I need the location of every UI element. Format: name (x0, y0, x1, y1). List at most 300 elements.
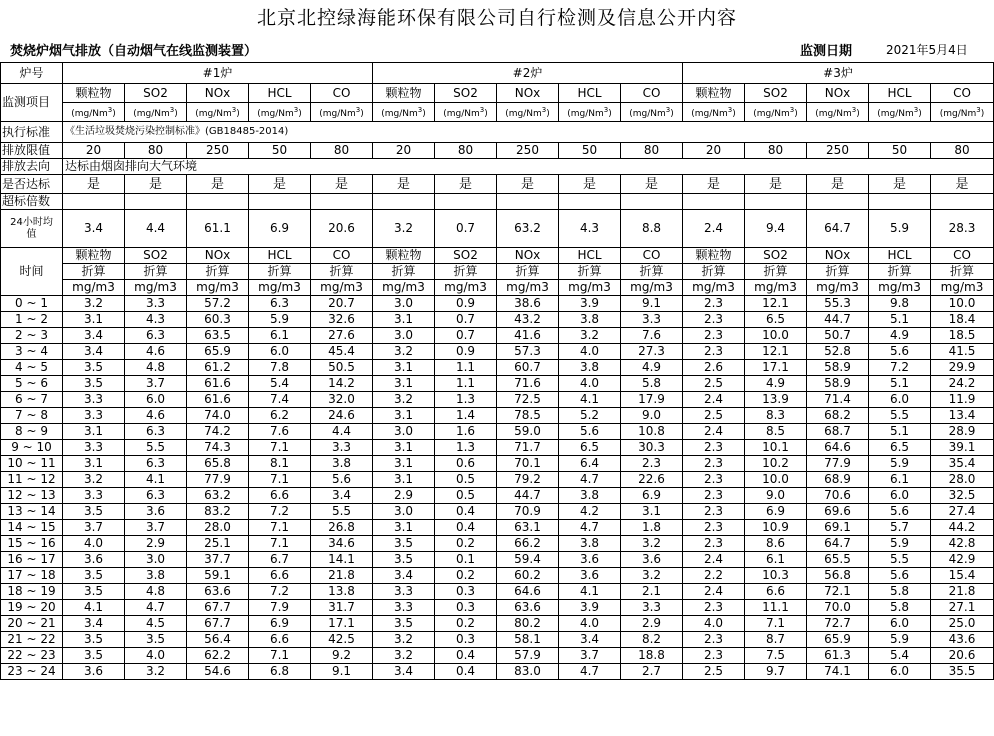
hourly-value: 2.3 (621, 456, 683, 472)
hourly-value: 71.6 (497, 376, 559, 392)
table-row (1, 424, 994, 440)
unit-cell: (mg/Nm$^3$) (311, 103, 373, 122)
hourly-value: 52.8 (807, 344, 869, 360)
pollutant-subheader: CO (621, 248, 683, 264)
pollutant-header: NOx (807, 84, 869, 103)
pollutant-header: NOx (187, 84, 249, 103)
hourly-value: 60.7 (497, 360, 559, 376)
date-label: 监测日期 (800, 44, 853, 59)
hourly-value: 6.8 (249, 664, 311, 680)
avg24-value: 28.3 (931, 210, 994, 248)
hourly-value: 3.3 (63, 392, 125, 408)
avg24-value: 64.7 (807, 210, 869, 248)
exceed-value (621, 194, 683, 210)
time-range: 10 ~ 11 (1, 456, 63, 472)
hourly-value: 3.5 (63, 360, 125, 376)
limit-value: 80 (125, 143, 187, 159)
compliant-value: 是 (559, 175, 621, 194)
hourly-value: 6.6 (249, 488, 311, 504)
pollutant-header: SO2 (125, 84, 187, 103)
hourly-value: 41.6 (497, 328, 559, 344)
exceed-value (869, 194, 931, 210)
hourly-value: 45.4 (311, 344, 373, 360)
table-row (1, 472, 994, 488)
hourly-value: 27.3 (621, 344, 683, 360)
exceed-value (497, 194, 559, 210)
hourly-value: 0.3 (435, 632, 497, 648)
avg24-row (1, 210, 994, 248)
avg24-value: 3.4 (63, 210, 125, 248)
compliant-value: 是 (745, 175, 807, 194)
hourly-value: 3.0 (373, 328, 435, 344)
table-row (1, 344, 994, 360)
hourly-value: 50.5 (311, 360, 373, 376)
hourly-value: 26.8 (311, 520, 373, 536)
time-range: 0 ~ 1 (1, 296, 63, 312)
hourly-value: 9.2 (311, 648, 373, 664)
hourly-value: 3.7 (125, 520, 187, 536)
hourly-value: 10.9 (745, 520, 807, 536)
hourly-value: 1.3 (435, 440, 497, 456)
hourly-value: 3.6 (125, 504, 187, 520)
hourly-value: 3.1 (373, 360, 435, 376)
hourly-value: 3.3 (621, 312, 683, 328)
exceed-value (373, 194, 435, 210)
hourly-value: 1.8 (621, 520, 683, 536)
hourly-value: 0.2 (435, 536, 497, 552)
hourly-value: 74.0 (187, 408, 249, 424)
time-range: 1 ~ 2 (1, 312, 63, 328)
hourly-value: 72.7 (807, 616, 869, 632)
hourly-value: 11.1 (745, 600, 807, 616)
time-range: 2 ~ 3 (1, 328, 63, 344)
hourly-value: 5.4 (869, 648, 931, 664)
hourly-value: 2.3 (683, 328, 745, 344)
hourly-value: 64.6 (497, 584, 559, 600)
hourly-value: 3.9 (559, 296, 621, 312)
hourly-value: 3.2 (621, 568, 683, 584)
exceed-value (125, 194, 187, 210)
hourly-value: 1.1 (435, 376, 497, 392)
hourly-value: 6.9 (621, 488, 683, 504)
hourly-value: 2.6 (683, 360, 745, 376)
table-row (1, 568, 994, 584)
pollutant-header: 颗粒物 (63, 84, 125, 103)
time-range: 16 ~ 17 (1, 552, 63, 568)
hourly-value: 6.3 (125, 424, 187, 440)
hourly-value: 2.4 (683, 584, 745, 600)
hourly-value: 38.6 (497, 296, 559, 312)
hourly-value: 20.7 (311, 296, 373, 312)
time-range: 21 ~ 22 (1, 632, 63, 648)
hourly-value: 2.3 (683, 296, 745, 312)
hourly-value: 2.3 (683, 648, 745, 664)
unit-cell: (mg/Nm$^3$) (869, 103, 931, 122)
hourly-value: 6.0 (125, 392, 187, 408)
hourly-value: 0.5 (435, 472, 497, 488)
hourly-value: 35.4 (931, 456, 994, 472)
hourly-value: 3.3 (63, 440, 125, 456)
hourly-value: 8.2 (621, 632, 683, 648)
hourly-value: 4.9 (621, 360, 683, 376)
hourly-value: 2.2 (683, 568, 745, 584)
hourly-value: 5.9 (249, 312, 311, 328)
hourly-value: 4.0 (559, 376, 621, 392)
hourly-value: 32.5 (931, 488, 994, 504)
hourly-value: 2.3 (683, 456, 745, 472)
limit-value: 50 (559, 143, 621, 159)
table-row (1, 536, 994, 552)
conv-unit: mg/m3 (497, 280, 559, 296)
hourly-value: 5.1 (869, 312, 931, 328)
table-row (1, 312, 994, 328)
hourly-value: 2.5 (683, 408, 745, 424)
pollutant-subheader: CO (931, 248, 994, 264)
hourly-value: 57.3 (497, 344, 559, 360)
hourly-value: 7.6 (249, 424, 311, 440)
hourly-value: 64.7 (807, 536, 869, 552)
table-row (1, 632, 994, 648)
compliant-value: 是 (931, 175, 994, 194)
hourly-value: 4.1 (559, 584, 621, 600)
date-value: 2021年5月4日 (886, 43, 968, 57)
hourly-value: 3.2 (63, 296, 125, 312)
hourly-value: 3.1 (373, 376, 435, 392)
hourly-value: 3.1 (621, 504, 683, 520)
hourly-value: 3.1 (373, 472, 435, 488)
hourly-value: 68.9 (807, 472, 869, 488)
hourly-value: 4.0 (63, 536, 125, 552)
hourly-value: 7.1 (249, 440, 311, 456)
avg24-value: 4.4 (125, 210, 187, 248)
hourly-value: 6.5 (559, 440, 621, 456)
exec-std-label: 执行标准 (1, 122, 63, 143)
table-row (1, 440, 994, 456)
hourly-value: 17.1 (311, 616, 373, 632)
hourly-value: 4.1 (125, 472, 187, 488)
hourly-value: 5.7 (869, 520, 931, 536)
hourly-value: 0.3 (435, 600, 497, 616)
hourly-value: 58.9 (807, 376, 869, 392)
hourly-value: 5.8 (621, 376, 683, 392)
limit-value: 250 (497, 143, 559, 159)
hourly-value: 6.0 (869, 488, 931, 504)
avg24-value: 2.4 (683, 210, 745, 248)
hourly-value: 42.5 (311, 632, 373, 648)
hourly-value: 5.5 (869, 552, 931, 568)
hourly-value: 18.4 (931, 312, 994, 328)
hourly-value: 10.8 (621, 424, 683, 440)
hourly-value: 7.1 (745, 616, 807, 632)
hourly-value: 14.2 (311, 376, 373, 392)
hourly-value: 3.1 (63, 312, 125, 328)
conv-unit: mg/m3 (621, 280, 683, 296)
hourly-value: 7.2 (249, 584, 311, 600)
hourly-value: 2.3 (683, 520, 745, 536)
hourly-value: 21.8 (311, 568, 373, 584)
time-range: 18 ~ 19 (1, 584, 63, 600)
compliant-value: 是 (187, 175, 249, 194)
hourly-value: 2.7 (621, 664, 683, 680)
hourly-value: 6.2 (249, 408, 311, 424)
compliant-value: 是 (497, 175, 559, 194)
conv-label: 折算 (683, 264, 745, 280)
hourly-value: 7.5 (745, 648, 807, 664)
hourly-value: 3.1 (63, 456, 125, 472)
direction-row (1, 159, 994, 175)
conv-label: 折算 (187, 264, 249, 280)
hourly-value: 4.7 (559, 520, 621, 536)
hourly-value: 3.3 (373, 584, 435, 600)
hourly-value: 7.2 (869, 360, 931, 376)
hourly-value: 2.4 (683, 392, 745, 408)
hourly-value: 0.4 (435, 504, 497, 520)
hourly-value: 10.2 (745, 456, 807, 472)
hourly-value: 61.3 (807, 648, 869, 664)
hourly-value: 5.5 (869, 408, 931, 424)
hourly-value: 3.2 (373, 648, 435, 664)
compliant-value: 是 (63, 175, 125, 194)
subtitle-row (0, 36, 994, 62)
hourly-value: 3.8 (311, 456, 373, 472)
time-range: 17 ~ 18 (1, 568, 63, 584)
limit-value: 20 (63, 143, 125, 159)
hourly-value: 3.3 (63, 408, 125, 424)
hourly-value: 70.6 (807, 488, 869, 504)
hourly-value: 3.0 (373, 504, 435, 520)
hourly-value: 3.2 (125, 664, 187, 680)
pollutant-subheader: 颗粒物 (373, 248, 435, 264)
hourly-value: 9.0 (621, 408, 683, 424)
conv-label: 折算 (745, 264, 807, 280)
limit-value: 80 (931, 143, 994, 159)
hourly-value: 6.3 (125, 456, 187, 472)
hourly-value: 9.0 (745, 488, 807, 504)
conv-unit: mg/m3 (187, 280, 249, 296)
hourly-value: 4.3 (125, 312, 187, 328)
hourly-value: 8.7 (745, 632, 807, 648)
hourly-value: 3.5 (125, 632, 187, 648)
hourly-value: 65.8 (187, 456, 249, 472)
pollutant-header: HCL (249, 84, 311, 103)
time-range: 23 ~ 24 (1, 664, 63, 680)
time-range: 20 ~ 21 (1, 616, 63, 632)
hourly-value: 5.6 (869, 568, 931, 584)
limit-value: 20 (373, 143, 435, 159)
hourly-value: 72.5 (497, 392, 559, 408)
limit-value: 250 (187, 143, 249, 159)
exceed-value (745, 194, 807, 210)
hourly-value: 3.3 (63, 488, 125, 504)
avg24-value: 9.4 (745, 210, 807, 248)
hourly-value: 3.3 (125, 296, 187, 312)
table-row (1, 376, 994, 392)
hourly-value: 9.7 (745, 664, 807, 680)
hourly-value: 3.3 (373, 600, 435, 616)
hourly-value: 3.6 (559, 568, 621, 584)
hourly-value: 63.2 (187, 488, 249, 504)
hourly-value: 60.2 (497, 568, 559, 584)
unit-cell: (mg/Nm$^3$) (63, 103, 125, 122)
hourly-value: 42.9 (931, 552, 994, 568)
hourly-value: 65.9 (187, 344, 249, 360)
hourly-value: 2.3 (683, 536, 745, 552)
hourly-value: 18.5 (931, 328, 994, 344)
unit-cell: (mg/Nm$^3$) (187, 103, 249, 122)
unit-cell: (mg/Nm$^3$) (621, 103, 683, 122)
conv-label: 折算 (249, 264, 311, 280)
hourly-value: 83.0 (497, 664, 559, 680)
hourly-value: 6.3 (249, 296, 311, 312)
hourly-value: 17.1 (745, 360, 807, 376)
hourly-value: 3.3 (621, 600, 683, 616)
hourly-value: 63.5 (187, 328, 249, 344)
hourly-value: 5.4 (249, 376, 311, 392)
hourly-value: 3.1 (373, 408, 435, 424)
hourly-value: 74.3 (187, 440, 249, 456)
furnace-no-label: 炉号 (1, 63, 63, 84)
hourly-value: 30.3 (621, 440, 683, 456)
hourly-value: 5.1 (869, 376, 931, 392)
hourly-value: 71.7 (497, 440, 559, 456)
hourly-value: 2.3 (683, 600, 745, 616)
table-row (1, 584, 994, 600)
limit-value: 250 (807, 143, 869, 159)
hourly-value: 2.3 (683, 440, 745, 456)
conv-unit: mg/m3 (745, 280, 807, 296)
hourly-value: 6.3 (125, 328, 187, 344)
time-range: 3 ~ 4 (1, 344, 63, 360)
limit-value: 80 (311, 143, 373, 159)
hourly-value: 68.7 (807, 424, 869, 440)
exceed-value (683, 194, 745, 210)
hourly-value: 13.4 (931, 408, 994, 424)
hourly-value: 70.0 (807, 600, 869, 616)
furnace-header-row (1, 63, 994, 84)
conv-label: 折算 (621, 264, 683, 280)
time-range: 14 ~ 15 (1, 520, 63, 536)
hourly-value: 6.6 (249, 568, 311, 584)
hourly-value: 44.7 (807, 312, 869, 328)
hourly-value: 32.0 (311, 392, 373, 408)
hourly-value: 3.0 (373, 296, 435, 312)
avg24-value: 20.6 (311, 210, 373, 248)
compliant-value: 是 (807, 175, 869, 194)
hourly-value: 61.2 (187, 360, 249, 376)
hourly-value: 3.4 (311, 488, 373, 504)
hourly-value: 0.6 (435, 456, 497, 472)
pollutant-header: 颗粒物 (373, 84, 435, 103)
limit-value: 20 (683, 143, 745, 159)
monitor-item-label: 监测项目 (1, 84, 63, 122)
pollutant-header: CO (621, 84, 683, 103)
hourly-value: 5.5 (311, 504, 373, 520)
avg24-value: 4.3 (559, 210, 621, 248)
hourly-value: 5.6 (869, 344, 931, 360)
hourly-value: 3.6 (621, 552, 683, 568)
hourly-value: 37.7 (187, 552, 249, 568)
hourly-value: 83.2 (187, 504, 249, 520)
pollutant-subheader: 颗粒物 (63, 248, 125, 264)
hourly-value: 5.5 (125, 440, 187, 456)
time-range: 7 ~ 8 (1, 408, 63, 424)
hourly-value: 0.9 (435, 296, 497, 312)
table-row (1, 552, 994, 568)
avg24-value: 8.8 (621, 210, 683, 248)
hourly-value: 2.3 (683, 472, 745, 488)
hourly-value: 0.5 (435, 488, 497, 504)
exceed-value (311, 194, 373, 210)
hourly-value: 64.6 (807, 440, 869, 456)
pollutant-subheader: NOx (807, 248, 869, 264)
hourly-value: 74.1 (807, 664, 869, 680)
hourly-value: 77.9 (187, 472, 249, 488)
hourly-value: 7.1 (249, 648, 311, 664)
hourly-value: 65.9 (807, 632, 869, 648)
hourly-value: 15.4 (931, 568, 994, 584)
standard-row (1, 122, 994, 143)
conv-unit: mg/m3 (125, 280, 187, 296)
hourly-value: 61.6 (187, 392, 249, 408)
hourly-value: 2.3 (683, 632, 745, 648)
hourly-value: 3.2 (373, 632, 435, 648)
hourly-value: 1.3 (435, 392, 497, 408)
hourly-value: 5.2 (559, 408, 621, 424)
time-range: 13 ~ 14 (1, 504, 63, 520)
hourly-value: 63.6 (187, 584, 249, 600)
hourly-value: 6.7 (249, 552, 311, 568)
hourly-value: 4.8 (125, 584, 187, 600)
conv-label: 折算 (807, 264, 869, 280)
pollutant-header: NOx (497, 84, 559, 103)
limit-label: 排放限值 (1, 143, 63, 159)
hourly-value: 6.6 (745, 584, 807, 600)
hourly-value: 10.3 (745, 568, 807, 584)
hourly-value: 17.9 (621, 392, 683, 408)
unit-cell: (mg/Nm$^3$) (373, 103, 435, 122)
hourly-value: 6.9 (745, 504, 807, 520)
hourly-value: 29.9 (931, 360, 994, 376)
conv-label: 折算 (125, 264, 187, 280)
pollutant-subheader: SO2 (745, 248, 807, 264)
hourly-value: 28.0 (187, 520, 249, 536)
hourly-value: 8.6 (745, 536, 807, 552)
hourly-value: 4.1 (63, 600, 125, 616)
hourly-value: 3.7 (63, 520, 125, 536)
hourly-value: 4.6 (125, 408, 187, 424)
hourly-value: 24.2 (931, 376, 994, 392)
unit-cell: (mg/Nm$^3$) (807, 103, 869, 122)
table-row (1, 360, 994, 376)
time-range: 5 ~ 6 (1, 376, 63, 392)
conv-unit: mg/m3 (807, 280, 869, 296)
hourly-value: 27.4 (931, 504, 994, 520)
hourly-value: 2.9 (621, 616, 683, 632)
table-row (1, 648, 994, 664)
pollutant-subheader: CO (311, 248, 373, 264)
limit-value: 50 (869, 143, 931, 159)
hourly-value: 6.6 (249, 632, 311, 648)
unit-cell: (mg/Nm$^3$) (249, 103, 311, 122)
hourly-value: 54.6 (187, 664, 249, 680)
time-range: 4 ~ 5 (1, 360, 63, 376)
exceed-label: 超标倍数 (1, 194, 63, 210)
hourly-value: 18.8 (621, 648, 683, 664)
hourly-value: 2.5 (683, 664, 745, 680)
avg24-value: 61.1 (187, 210, 249, 248)
limit-row (1, 143, 994, 159)
hourly-value: 34.6 (311, 536, 373, 552)
